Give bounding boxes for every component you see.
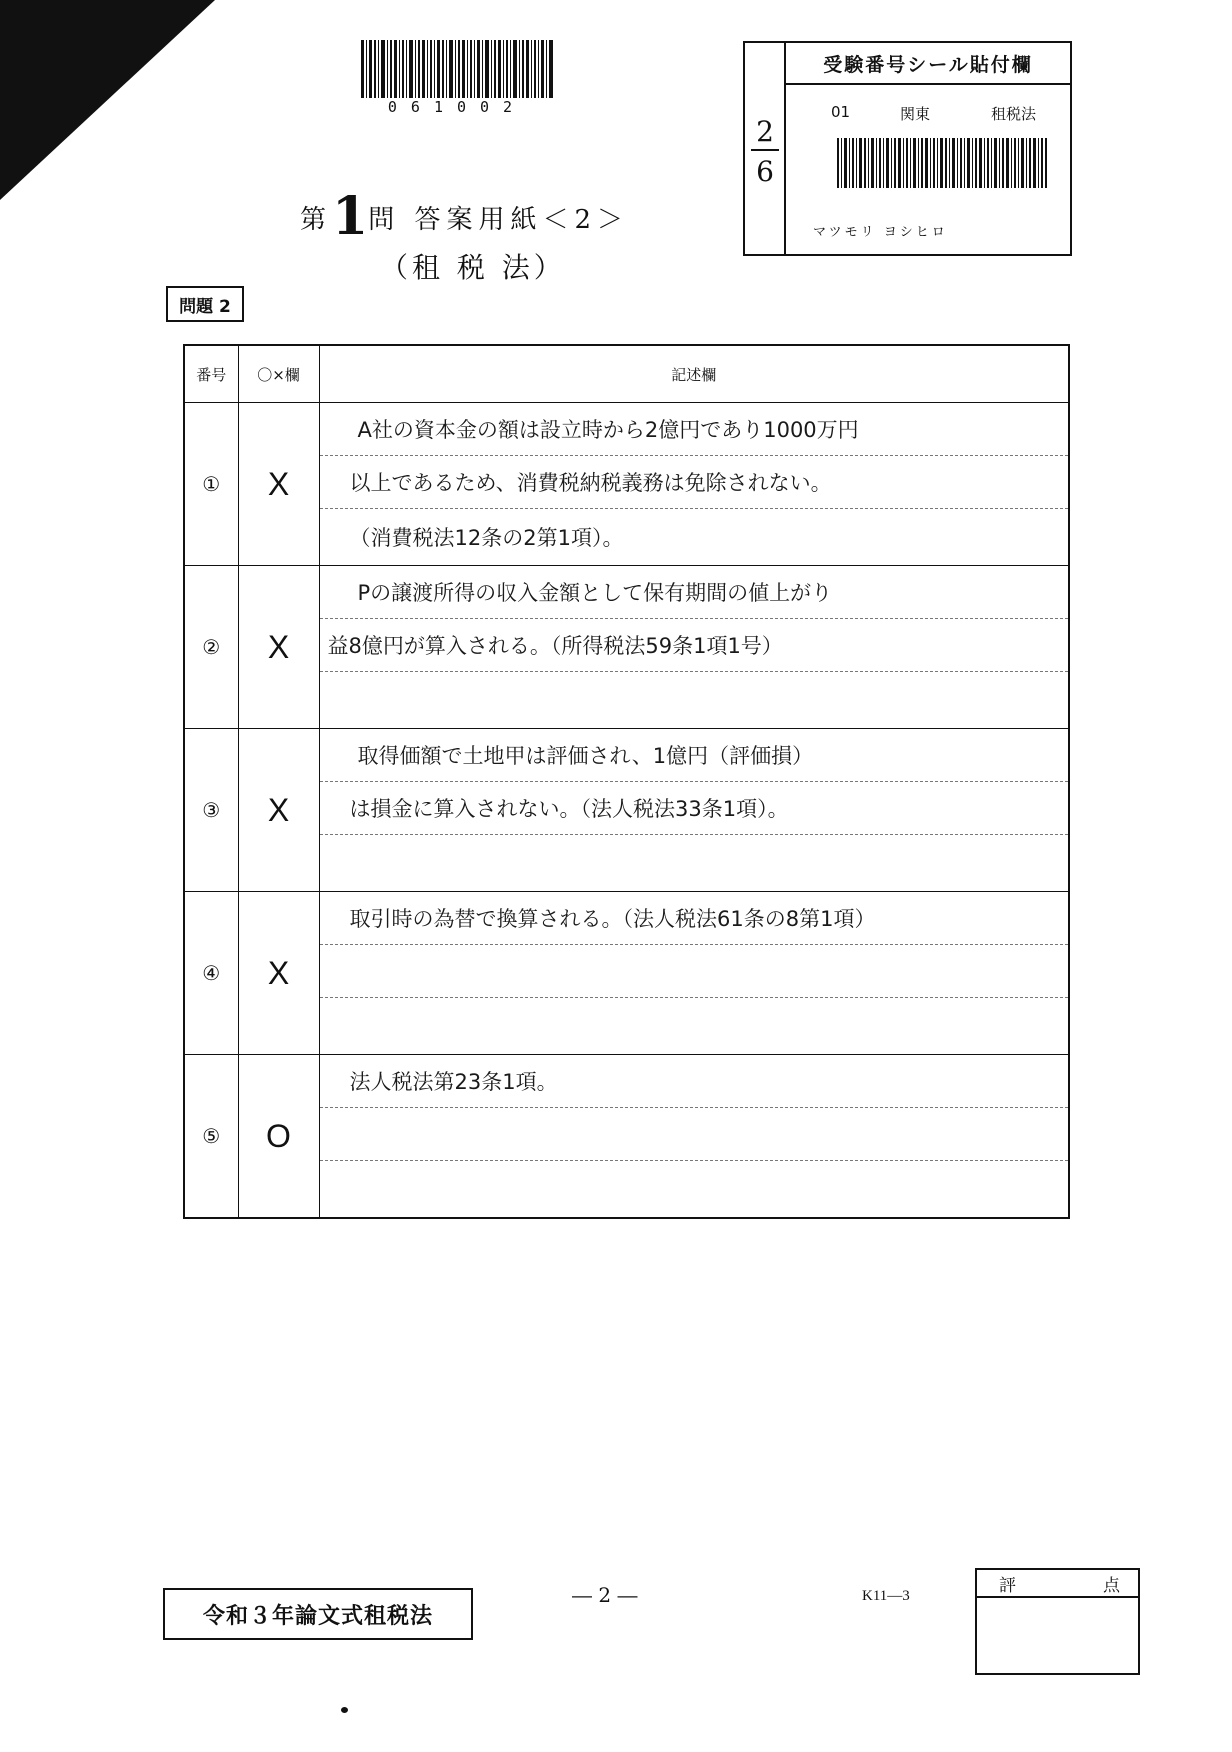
seal-fraction	[751, 115, 779, 188]
header-mark: 〇×欄	[238, 345, 319, 403]
row-mark[interactable]: X	[238, 729, 319, 892]
answer-line: 取引時の為替で換算される。（法人税法61条の8第1項）	[320, 892, 1069, 945]
answer-line	[320, 945, 1069, 998]
row-mark[interactable]: X	[238, 566, 319, 729]
score-label-1: 評	[999, 1575, 1016, 1596]
seal-left-column	[745, 43, 786, 254]
answer-line: 益8億円が算入される。（所得税法59条1項1号）	[320, 619, 1069, 672]
seal-digit-top: 2	[756, 115, 774, 148]
answer-line: 法人税法第23条1項。	[320, 1055, 1069, 1108]
barcode-number: 061002	[387, 98, 527, 116]
table-row	[184, 892, 1069, 1055]
row-description[interactable]	[319, 892, 1069, 1055]
stray-dot	[341, 1707, 348, 1713]
table-row	[184, 729, 1069, 892]
question-label: 問題 2	[166, 286, 244, 322]
seal-region: 関東	[900, 105, 931, 123]
header-number: 番号	[184, 345, 238, 403]
row-description[interactable]	[319, 1055, 1069, 1219]
answer-line: 取得価額で土地甲は評価され、1億円（評価損）	[320, 729, 1069, 782]
seal-digit-bottom: 6	[756, 155, 774, 188]
fraction-line	[751, 149, 779, 151]
header-description: 記述欄	[319, 345, 1069, 403]
page-number: ― 2 ―	[572, 1583, 638, 1607]
answer-line	[320, 672, 1069, 728]
row-number: ②	[184, 566, 238, 729]
barcode	[361, 40, 553, 98]
answer-line: （消費税法12条の2第1項）。	[349, 526, 624, 550]
corner-mark	[0, 0, 215, 200]
seal-subject: 租税法	[991, 105, 1037, 123]
row-number: ③	[184, 729, 238, 892]
row-number: ①	[184, 403, 238, 566]
seal-examinee-name: マツモリ ヨシヒロ	[813, 225, 948, 240]
row-number: ⑤	[184, 1055, 238, 1219]
title-rest: 問 答案用紙＜2＞	[368, 205, 630, 235]
score-box	[975, 1568, 1140, 1675]
answer-line: 以上であるため、消費税納税義務は免除されない。	[320, 456, 1069, 509]
row-description[interactable]	[319, 729, 1069, 892]
seal-code: 01	[831, 103, 851, 121]
row-mark[interactable]: O	[238, 1055, 319, 1219]
answer-table	[183, 344, 1070, 1219]
exam-title-box: 令和３年論文式租税法	[163, 1588, 473, 1640]
score-label-2: 点	[1103, 1575, 1120, 1596]
answer-line	[320, 1161, 1069, 1217]
answer-line	[320, 835, 1069, 891]
seal-barcode	[837, 138, 1047, 188]
answer-line: Pの譲渡所得の収入金額として保有期間の値上がり	[320, 566, 1069, 619]
form-code: K11―3	[862, 1588, 910, 1604]
row-description[interactable]	[319, 566, 1069, 729]
row-mark[interactable]: X	[238, 892, 319, 1055]
answer-line	[320, 998, 1069, 1054]
table-row	[184, 1055, 1069, 1219]
exam-number-seal-box	[743, 41, 1072, 256]
row-description[interactable]	[319, 403, 1069, 566]
answer-line: A社の資本金の額は設立時から2億円であり1000万円	[320, 403, 1069, 456]
table-row	[184, 566, 1069, 729]
table-header-row	[184, 345, 1069, 403]
row-mark[interactable]: X	[238, 403, 319, 566]
score-header	[977, 1570, 1138, 1598]
title-prefix: 第	[300, 205, 333, 235]
title-number: 1	[332, 186, 369, 247]
table-row	[184, 403, 1069, 566]
answer-line	[320, 1108, 1069, 1161]
row-number: ④	[184, 892, 238, 1055]
page-subtitle: （租 税 法）	[380, 251, 566, 284]
answer-line: は損金に算入されない。（法人税法33条1項）。	[320, 782, 1069, 835]
page-title	[300, 186, 660, 247]
seal-title: 受験番号シール貼付欄	[786, 43, 1070, 85]
